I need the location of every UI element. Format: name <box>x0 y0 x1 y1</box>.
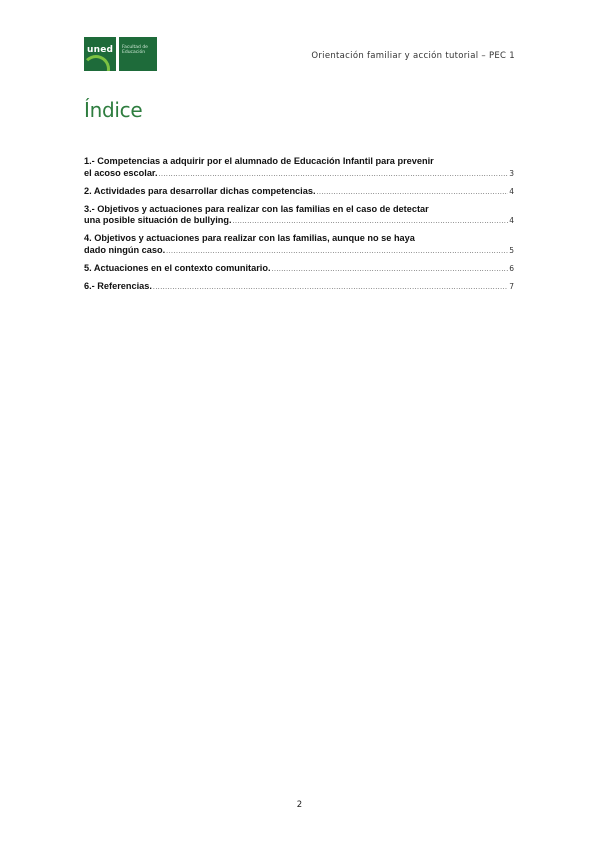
toc-page-number: 4 <box>509 216 514 225</box>
toc-entry-5[interactable] <box>84 263 516 276</box>
logo-text: uned <box>87 45 114 55</box>
footer-page-number: 2 <box>296 800 303 810</box>
toc-entry-1[interactable] <box>84 156 516 180</box>
toc-page-number: 4 <box>509 186 514 196</box>
toc-entry-text: 4. Objetivos y actuaciones para realizar con las familias, aunque no se haya <box>84 233 415 243</box>
toc-entry-text: 1.- Competencias a adquirir por el alumnado de Educación Infantil para prevenir <box>84 156 434 166</box>
dot-leader <box>153 281 508 294</box>
dot-leader <box>272 263 509 276</box>
toc-entry-text: el acoso escolar. <box>84 167 158 178</box>
table-of-contents <box>84 156 516 299</box>
toc-page-number: 6 <box>509 263 514 273</box>
index-title: Índice <box>84 98 143 122</box>
logo-subtext: Facultad de Educación <box>122 45 148 55</box>
toc-entry-2[interactable] <box>84 186 516 199</box>
document-header-title: Orientación familiar y acción tutorial – PEC 1 <box>311 51 515 61</box>
dot-leader <box>159 168 509 181</box>
uned-logo-mark <box>84 37 116 71</box>
dot-leader <box>317 186 509 199</box>
toc-entry-6[interactable] <box>84 281 516 294</box>
dot-leader <box>233 215 509 228</box>
toc-entry-text: 6.- Referencias. <box>84 280 152 291</box>
toc-entry-3[interactable] <box>84 204 516 228</box>
toc-page-number: 5 <box>509 245 514 255</box>
toc-entry-text: dado ningún caso. <box>84 244 166 255</box>
logo-swoosh-icon <box>84 55 110 71</box>
toc-entry-text: 5. Actuaciones en el contexto comunitario. <box>84 262 271 273</box>
uned-logo <box>84 37 157 71</box>
toc-entry-text: una posible situación de bullying. <box>84 215 232 225</box>
faculty-logo-block <box>119 37 157 71</box>
toc-entry-text: 3.- Objetivos y actuaciones para realizar con las familias en el caso de detectar <box>84 203 429 214</box>
dot-leader <box>166 245 508 258</box>
toc-entry-4[interactable] <box>84 233 516 257</box>
toc-page-number: 7 <box>509 281 514 291</box>
toc-page-number: 3 <box>509 168 514 178</box>
toc-entry-text: 2. Actividades para desarrollar dichas competencias. <box>84 185 316 196</box>
